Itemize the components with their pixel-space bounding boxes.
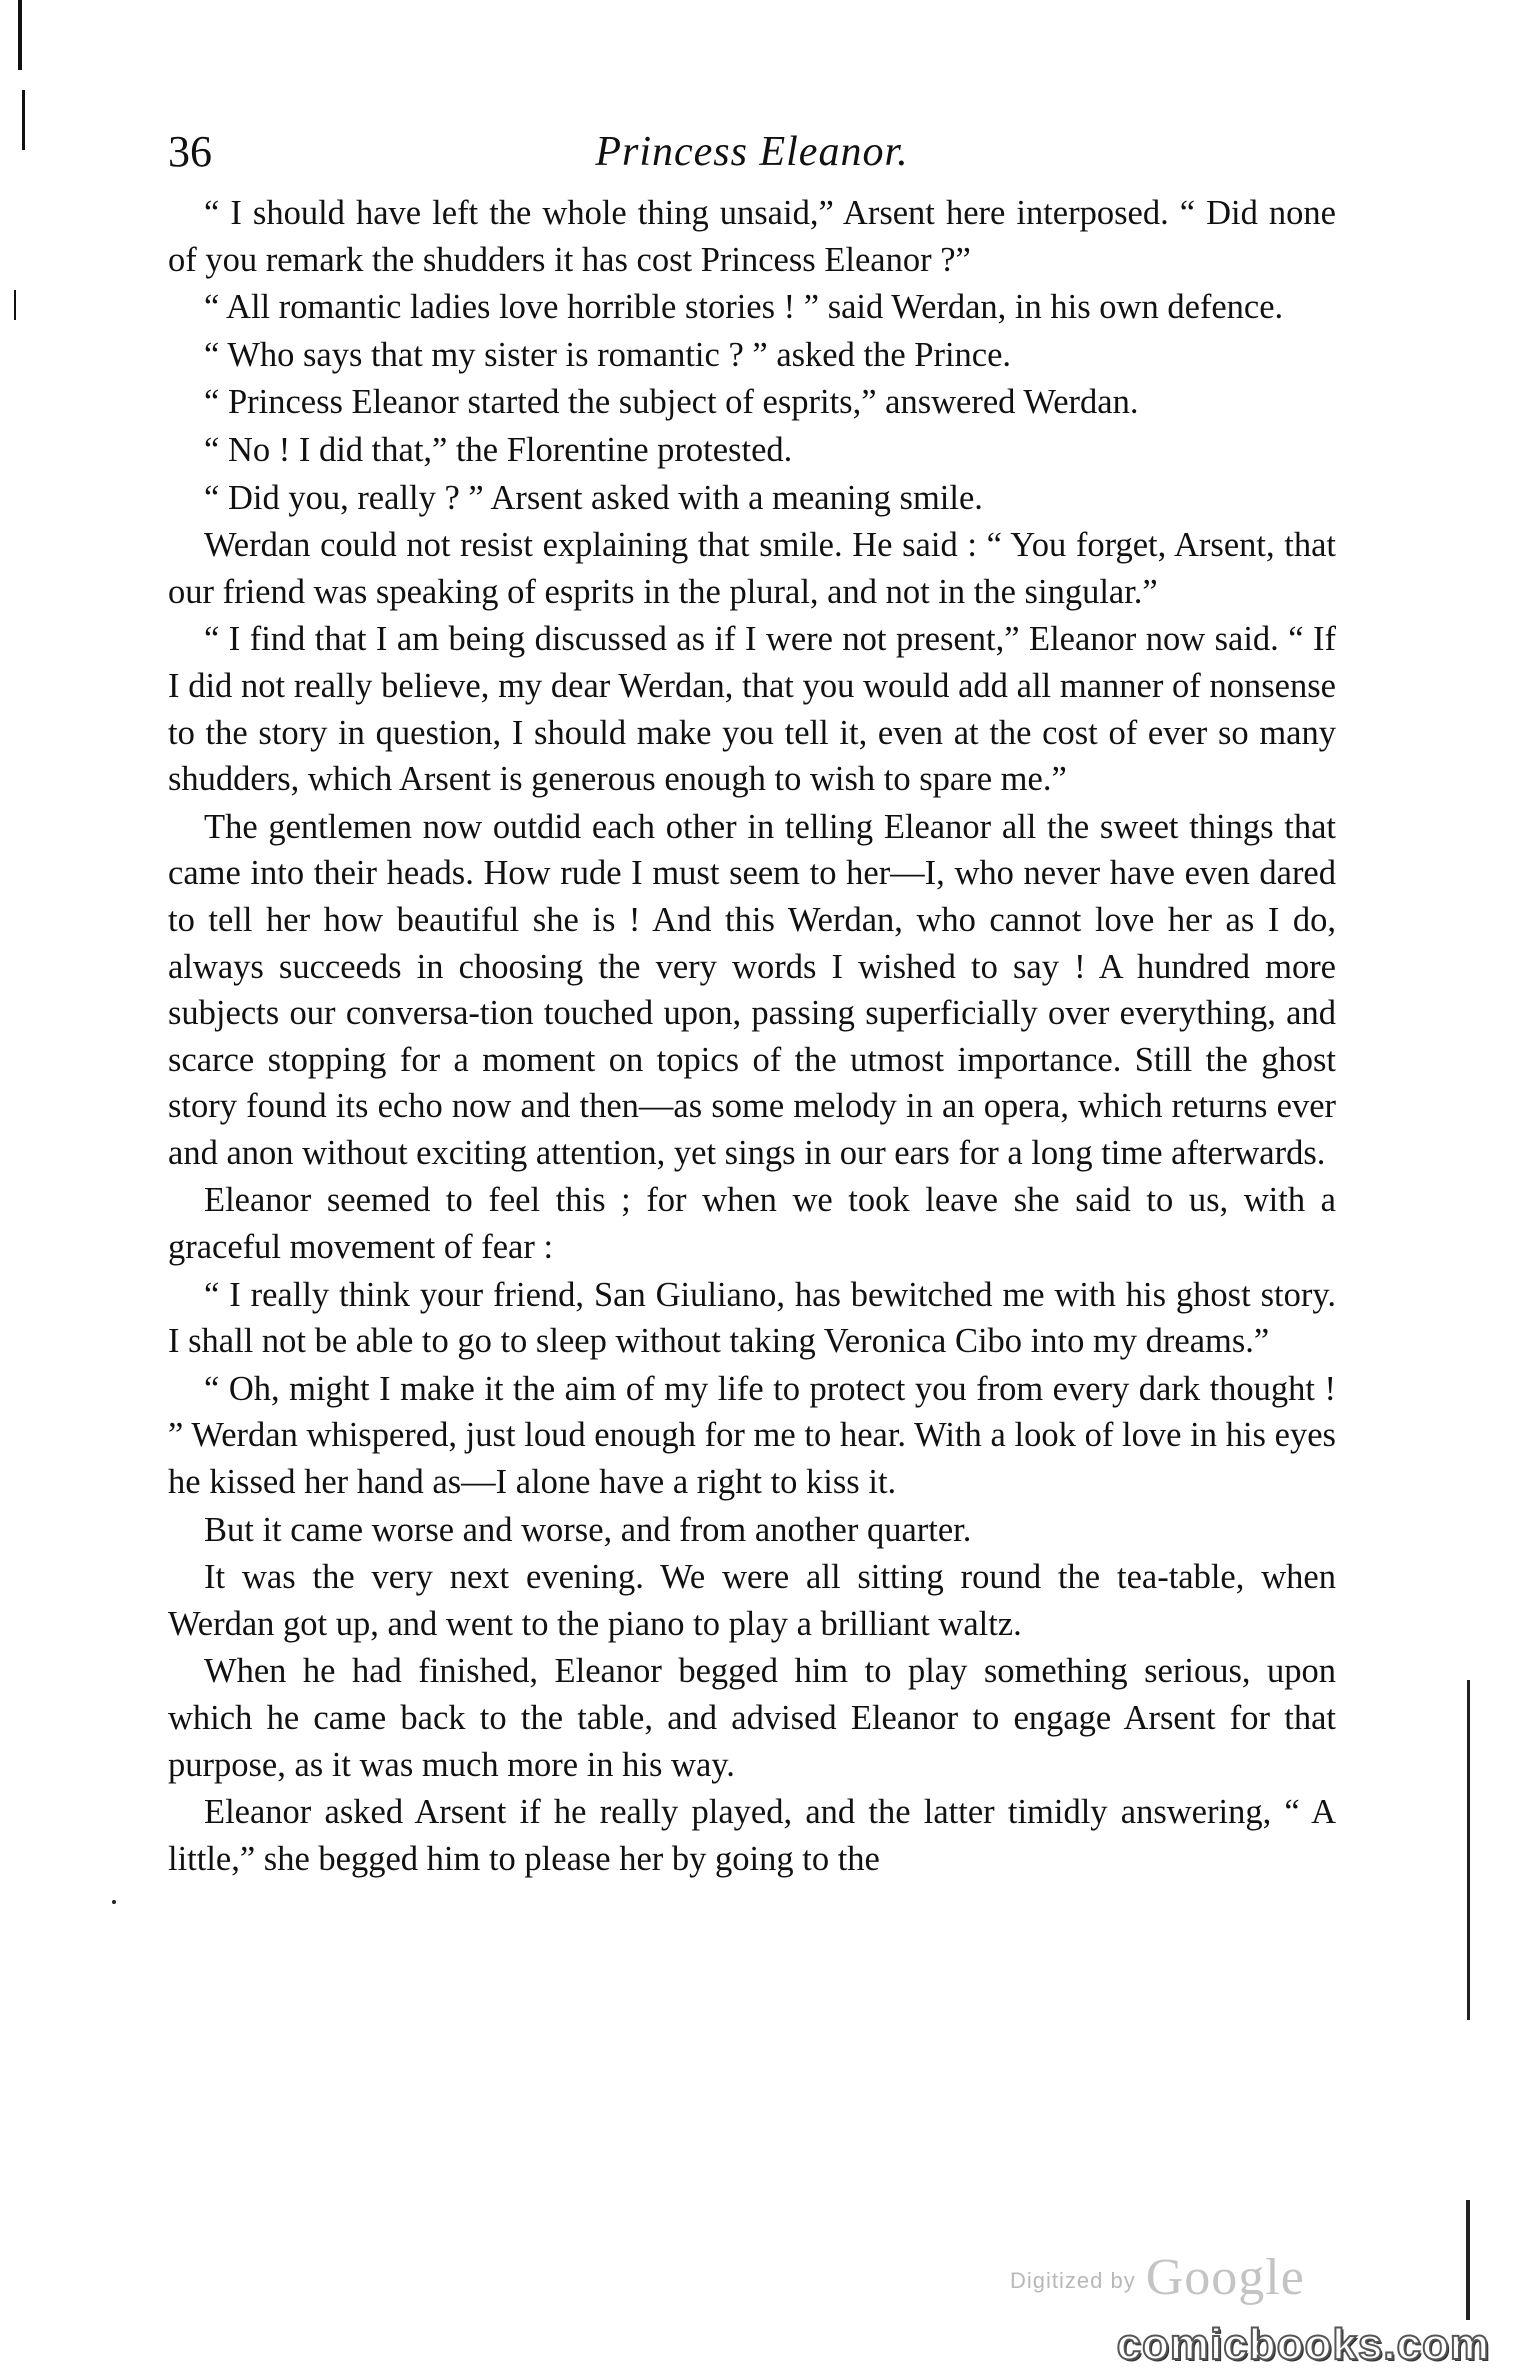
- paragraph: “ Princess Eleanor started the subject of esprits,” answered Werdan.: [204, 383, 1139, 422]
- digitized-by-watermark: [1010, 2248, 1305, 2307]
- paragraph: “ I should have left the whole thing unsaid,” Arsent here interposed. “ Did none of you remark the shudders it has cost Princess Eleanor ?”: [168, 194, 1336, 279]
- site-watermark: comicbooks.com: [1116, 2320, 1490, 2369]
- paragraph: It was the very next evening. We were all sitting round the tea-table, when Werdan got up, and went to the piano to play a brilliant waltz.: [168, 1558, 1336, 1643]
- scan-speck: [112, 1900, 116, 1904]
- scan-right-edge-mark: [1467, 1680, 1470, 2020]
- paragraph: “ I really think your friend, San Giuliano, has bewitched me with his ghost story. I shall not be able to go to sleep without taking Veronica Cibo into my dreams.”: [168, 1275, 1336, 1361]
- scan-edge-mark: [14, 290, 16, 320]
- paragraph: “ Oh, might I make it the aim of my life to protect you from every dark thought ! ” Werdan whispered, just loud enough for me to hear. With a look of love in his eyes he kissed her hand as—I alone have a right to kiss it.: [168, 1369, 1336, 1502]
- paragraph: But it came worse and worse, and from another quarter.: [204, 1510, 972, 1549]
- paragraph: Werdan could not resist explaining that smile. He said : “ You forget, Arsent, that our friend was speaking of esprits in the plural, and not in the singular.”: [168, 526, 1336, 611]
- google-logo-text: Google: [1145, 2249, 1305, 2306]
- paragraph: Eleanor asked Arsent if he really played, and the latter timidly answering, “ A little,” she begged him to please her by going to the: [168, 1793, 1336, 1878]
- paragraph: “ Did you, really ? ” Arsent asked with a meaning smile.: [204, 478, 983, 517]
- scan-edge-mark: [22, 90, 25, 150]
- body-text: [168, 190, 1336, 1883]
- running-head: Princess Eleanor.: [595, 129, 909, 175]
- paragraph: The gentlemen now outdid each other in telling Eleanor all the sweet things that came into their heads. How rude I must seem to her—I, who never have even dared to tell her how beautiful she is ! And this Werdan, who cannot love her as I do, always succeeds in choosing the very words I wished to say ! A hundred more subjects our conversa-tion touched upon, passing superficially over everything, and scarce stopping for a moment on topics of the utmost importance. Still the ghost story found its echo now and then—as some melody in an opera, which returns ever and anon without exciting attention, yet sings in our ears for a long time afterwards.: [168, 807, 1336, 1172]
- scan-edge-mark: [18, 0, 22, 70]
- paragraph: When he had finished, Eleanor begged him to play something serious, upon which he came back to the table, and advised Eleanor to engage Arsent for that purpose, as it was much more in his way.: [168, 1652, 1336, 1784]
- paragraph: “ I find that I am being discussed as if I were not present,” Eleanor now said. “ If I did not really believe, my dear Werdan, that you would add all manner of nonsense to the story in question, I should make you tell it, even at the cost of ever so many shudders, which Arsent is generous enough to wish to spare me.”: [168, 620, 1336, 799]
- digitized-by-text: Digitized by: [1010, 2268, 1136, 2293]
- page-header: [168, 120, 1336, 184]
- paragraph: “ Who says that my sister is romantic ? ” asked the Prince.: [204, 335, 1012, 374]
- scan-right-edge-mark: [1466, 2200, 1470, 2320]
- paragraph: “ No ! I did that,” the Florentine protested.: [204, 430, 793, 469]
- paragraph: Eleanor seemed to feel this ; for when we took leave she said to us, with a graceful movement of fear :: [168, 1181, 1336, 1267]
- paragraph: “ All romantic ladies love horrible stories ! ” said Werdan, in his own defence.: [204, 288, 1284, 327]
- page-number: 36: [168, 127, 212, 176]
